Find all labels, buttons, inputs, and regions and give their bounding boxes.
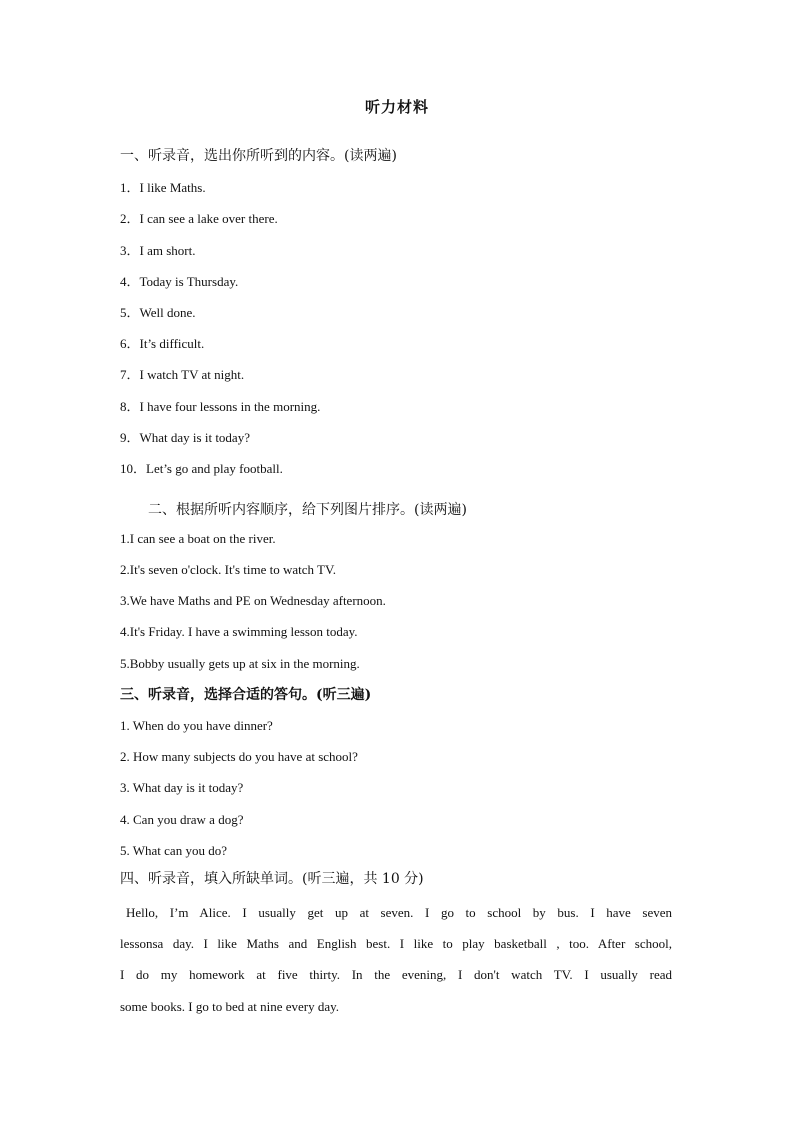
section-4-paragraph-line-2: lessonsa day. I like Maths and English best. I like to play basketball , too. After school, (120, 936, 672, 951)
section-1-item-1: 1．I like Maths. (120, 180, 206, 195)
section-1-item-7: 7．I watch TV at night. (120, 367, 245, 382)
section-3-heading: 三、听录音，选择合适的答句。(听三遍) (120, 687, 372, 703)
section-1-item-8: 8．I have four lessons in the morning. (120, 399, 321, 414)
section-1-item-4: 4．Today is Thursday. (120, 274, 239, 289)
section-1-item-5: 5．Well done. (120, 305, 196, 320)
section-2-item-3: 3.We have Maths and PE on Wednesday afternoon. (120, 593, 386, 608)
section-1-item-6: 6．It’s difficult. (120, 336, 205, 351)
section-4-paragraph-line-1: Hello, I’m Alice. I usually get up at seven. I go to school by bus. I have seven (126, 905, 672, 920)
section-2-item-4: 4.It's Friday. I have a swimming lesson today. (120, 624, 358, 639)
section-1-item-9: 9．What day is it today? (120, 430, 250, 445)
section-1-item-2: 2．I can see a lake over there. (120, 211, 278, 226)
section-3-item-1: 1. When do you have dinner? (120, 718, 273, 733)
section-1-heading: 一、听录音，选出你所听到的内容。(读两遍) (120, 148, 397, 164)
section-3-item-4: 4. Can you draw a dog? (120, 812, 244, 827)
section-4-paragraph-line-3: I do my homework at five thirty. In the evening, I don't watch TV. I usually read (120, 967, 672, 982)
section-4-heading: 四、听录音，填入所缺单词。(听三遍，共 10 分) (120, 871, 424, 887)
section-4-paragraph-line-4: some books. I go to bed at nine every day. (120, 999, 340, 1014)
page-title: 听力材料 (364, 98, 429, 116)
section-1-item-10: 10．Let’s go and play football. (120, 461, 283, 476)
section-3-item-5: 5. What can you do? (120, 843, 227, 858)
section-2-item-1: 1.I can see a boat on the river. (120, 531, 276, 546)
section-3-item-3: 3. What day is it today? (120, 780, 244, 795)
section-3-item-2: 2. How many subjects do you have at school? (120, 749, 358, 764)
section-2-item-2: 2.It's seven o'clock. It's time to watch TV. (120, 562, 336, 577)
section-1-item-3: 3．I am short. (120, 243, 196, 258)
section-2-heading: 二、根据所听内容顺序，给下列图片排序。(读两遍) (148, 502, 467, 518)
section-2-item-5: 5.Bobby usually gets up at six in the morning. (120, 656, 360, 671)
